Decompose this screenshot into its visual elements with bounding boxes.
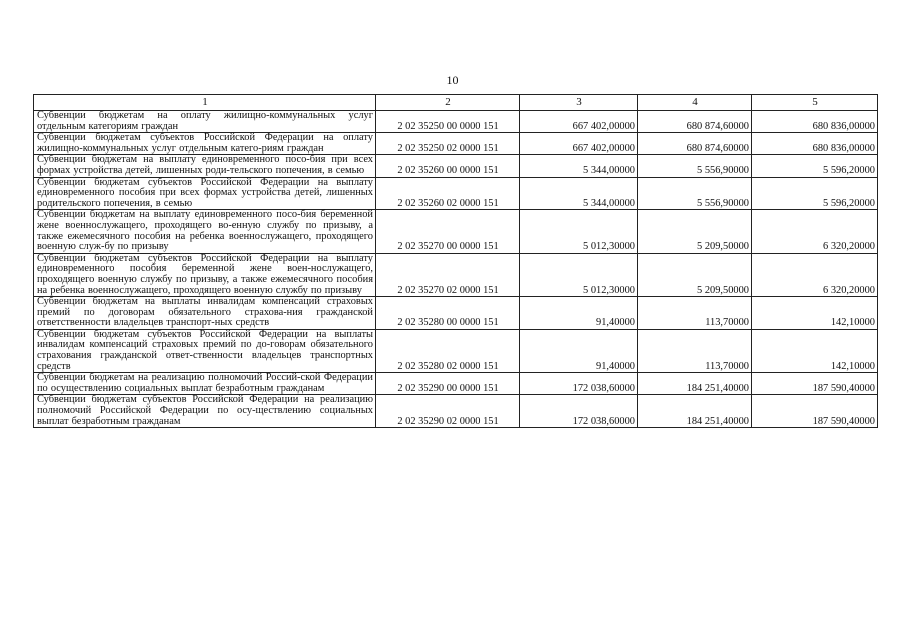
row-value-1: 667 402,00000 [520, 111, 638, 133]
row-value-2: 113,70000 [638, 329, 752, 372]
row-code: 2 02 35280 00 0000 151 [376, 297, 520, 330]
column-header: 2 [376, 95, 520, 111]
column-header: 4 [638, 95, 752, 111]
row-value-2: 5 556,90000 [638, 155, 752, 177]
table-row [34, 155, 878, 177]
row-name: Субвенции бюджетам субъектов Российской Федерации на выплату единовременного пособия при всех формах устройства детей, лишенных родительского попечения, в семью [34, 177, 376, 210]
row-value-3: 187 590,40000 [752, 373, 878, 395]
row-value-3: 680 836,00000 [752, 133, 878, 155]
header-row [34, 95, 878, 111]
table-body [34, 111, 878, 428]
table-row [34, 297, 878, 330]
column-header: 3 [520, 95, 638, 111]
row-value-1: 172 038,60000 [520, 373, 638, 395]
table-row [34, 210, 878, 253]
row-value-1: 5 012,30000 [520, 210, 638, 253]
row-value-3: 187 590,40000 [752, 395, 878, 428]
row-value-3: 142,10000 [752, 297, 878, 330]
row-value-1: 91,40000 [520, 329, 638, 372]
row-name: Субвенции бюджетам субъектов Российской Федерации на выплаты инвалидам компенсаций страховых премий по до-говорам обязательного страхования гражданской ответ-ственности владельцев транспортных средств [34, 329, 376, 372]
row-code: 2 02 35290 00 0000 151 [376, 373, 520, 395]
row-value-3: 6 320,20000 [752, 210, 878, 253]
row-value-2: 5 556,90000 [638, 177, 752, 210]
row-name: Субвенции бюджетам на выплату единовременного посо-бия при всех формах устройства детей, лишенных роди-тельского попечения, в семью [34, 155, 376, 177]
row-value-1: 172 038,60000 [520, 395, 638, 428]
table-row [34, 111, 878, 133]
row-code: 2 02 35260 02 0000 151 [376, 177, 520, 210]
row-value-2: 184 251,40000 [638, 395, 752, 428]
row-name: Субвенции бюджетам на выплату единовременного посо-бия беременной жене военнослужащего, проходящего во-енную службу по призыву, а также ежемесячного пособия на ребенка военнослужащего, проходящего военную служ-бу по призыву [34, 210, 376, 253]
row-value-3: 142,10000 [752, 329, 878, 372]
row-code: 2 02 35260 00 0000 151 [376, 155, 520, 177]
page-number: 10 [446, 73, 459, 87]
row-value-1: 5 344,00000 [520, 177, 638, 210]
table-row [34, 329, 878, 372]
row-value-2: 5 209,50000 [638, 253, 752, 296]
column-header: 5 [752, 95, 878, 111]
row-name: Субвенции бюджетам субъектов Российской Федерации на реализацию полномочий Российской Федерации по осу-ществлению социальных выплат безработным гражданам [34, 395, 376, 428]
budget-table [33, 94, 878, 428]
row-value-3: 5 596,20000 [752, 177, 878, 210]
table-row [34, 373, 878, 395]
row-value-1: 91,40000 [520, 297, 638, 330]
column-header: 1 [34, 95, 376, 111]
row-value-2: 680 874,60000 [638, 111, 752, 133]
table-row [34, 395, 878, 428]
row-name: Субвенции бюджетам на оплату жилищно-коммунальных услуг отдельным категориям граждан [34, 111, 376, 133]
row-value-2: 113,70000 [638, 297, 752, 330]
row-value-1: 667 402,00000 [520, 133, 638, 155]
row-value-3: 6 320,20000 [752, 253, 878, 296]
row-name: Субвенции бюджетам на реализацию полномочий Россий-ской Федерации по осуществлению социальных выплат безработным гражданам [34, 373, 376, 395]
row-code: 2 02 35270 00 0000 151 [376, 210, 520, 253]
row-name: Субвенции бюджетам субъектов Российской Федерации на оплату жилищно-коммунальных услуг отдельным катего-риям граждан [34, 133, 376, 155]
row-code: 2 02 35280 02 0000 151 [376, 329, 520, 372]
row-code: 2 02 35250 02 0000 151 [376, 133, 520, 155]
row-value-2: 5 209,50000 [638, 210, 752, 253]
row-name: Субвенции бюджетам субъектов Российской Федерации на выплату единовременного пособия беременной жене воен-нослужащего, проходящего военную службу по призыву, а также ежемесячного пособия на ребенка военнослужащего, проходящего военную службу по призыву [34, 253, 376, 296]
row-name: Субвенции бюджетам на выплаты инвалидам компенсаций страховых премий по договорам обязательного страхова-ния гражданской ответственности владельцев транспорт-ных средств [34, 297, 376, 330]
table-row [34, 177, 878, 210]
row-value-2: 680 874,60000 [638, 133, 752, 155]
row-value-2: 184 251,40000 [638, 373, 752, 395]
row-value-1: 5 344,00000 [520, 155, 638, 177]
table-row [34, 253, 878, 296]
row-code: 2 02 35290 02 0000 151 [376, 395, 520, 428]
row-code: 2 02 35270 02 0000 151 [376, 253, 520, 296]
row-value-1: 5 012,30000 [520, 253, 638, 296]
row-value-3: 680 836,00000 [752, 111, 878, 133]
row-code: 2 02 35250 00 0000 151 [376, 111, 520, 133]
table-row [34, 133, 878, 155]
row-value-3: 5 596,20000 [752, 155, 878, 177]
